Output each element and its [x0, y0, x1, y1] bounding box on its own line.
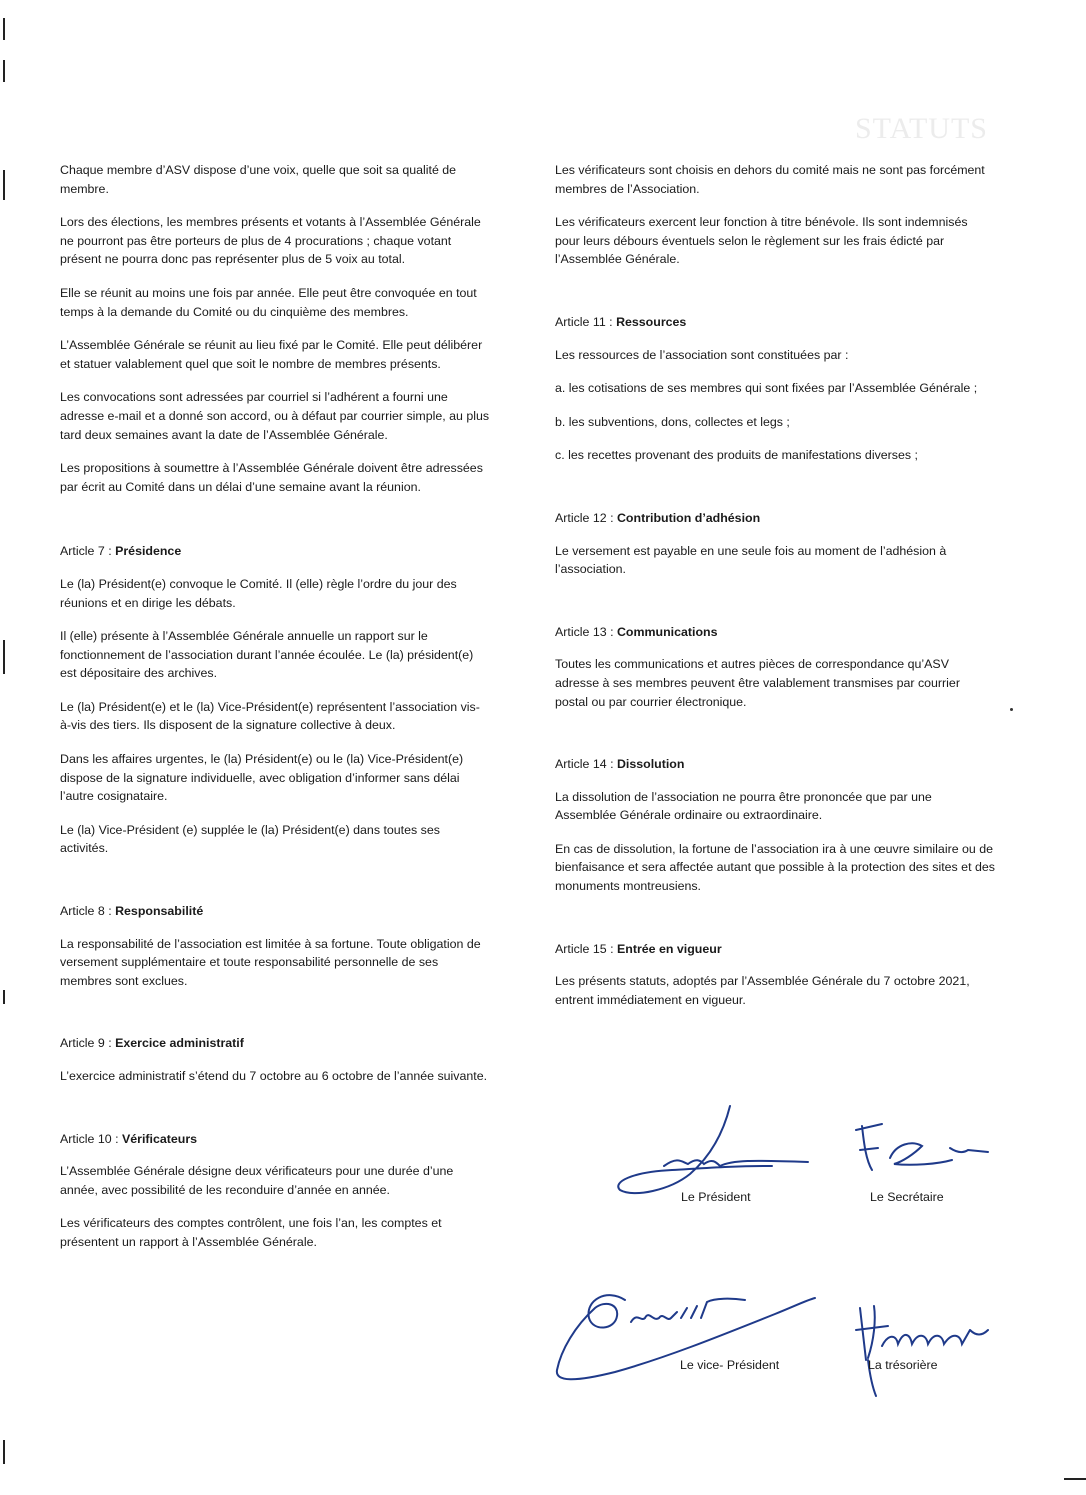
stray-dot	[1010, 708, 1013, 711]
list-item: b. les subventions, dons, collectes et legs ;	[555, 414, 790, 429]
president-signature	[612, 1100, 842, 1200]
paragraph: Le versement est payable en une seule fois au moment de l’adhésion à l’association.	[555, 543, 947, 577]
president-signature-label: Le Président	[681, 1190, 751, 1204]
paragraph: Les convocations sont adressées par courriel si l’adhérent a fourni une adresse e-mail et a donné son accord, ou à défaut par courrier simple, au plus tard deux semaines avant la date de l’Assemblée Générale.	[60, 390, 490, 442]
paragraph: Toutes les communications et autres pièces de correspondance qu’ASV adresse à ses membres peuvent être valablement transmises par courrier postal ou par courrier électronique.	[555, 657, 960, 709]
paragraph: Elle se réunit au moins une fois par année. Elle peut être convoquée en tout temps à la demande du Comité ou du cinquième des membres.	[60, 285, 477, 319]
bleed-through-heading: STATUTS	[855, 112, 988, 145]
article-13-heading: Article 13 : Communications	[555, 624, 718, 639]
paragraph: Le (la) Président(e) et le (la) Vice-Président(e) représentent l’association vis-à-vis des tiers. Ils disposent de la signature collective à deux.	[60, 699, 480, 733]
paragraph: Les propositions à soumettre à l’Assemblée Générale doivent être adressées par écrit au Comité dans un délai d’une semaine avant la réunion.	[60, 461, 483, 494]
paragraph: Les vérificateurs exercent leur fonction à titre bénévole. Ils sont indemnisés pour leurs débours éventuels selon le règlement sur les frais édicté par l’Assemblée Générale.	[555, 215, 968, 267]
paragraph: Le (la) Président(e) convoque le Comité. Il (elle) règle l’ordre du jour des réunions et en dirige les débats.	[60, 576, 457, 610]
paragraph: Lors des élections, les membres présents et votants à l’Assemblée Générale ne pourront pas être porteurs de plus de 4 procurations ; chaque votant présent ne pourra donc pas représenter plus de 5 voix au total.	[60, 215, 481, 267]
paragraph: La responsabilité de l’association est limitée à sa fortune. Toute obligation de versement supplémentaire et toute responsabilité personnelle de ses membres sont exclues.	[60, 936, 481, 988]
paragraph: Le (la) Vice-Président (e) supplée le (la) Président(e) dans toutes ses activités.	[60, 822, 440, 856]
scan-mark	[3, 1440, 5, 1464]
scan-mark	[1064, 1478, 1086, 1480]
list-item: c. les recettes provenant des produits de manifestations diverses ;	[555, 448, 918, 463]
scan-mark	[3, 60, 5, 82]
paragraph: L’Assemblée Générale se réunit au lieu fixé par le Comité. Elle peut délibérer et statuer valablement quel que soit le nombre de membres présents.	[60, 338, 483, 371]
article-14-heading: Article 14 : Dissolution	[555, 757, 685, 772]
paragraph: La dissolution de l’association ne pourra être prononcée que par une Assemblée Générale ordinaire ou extraordinaire.	[555, 789, 932, 823]
article-7-heading: Article 7 : Présidence	[60, 544, 182, 559]
left-column	[60, 161, 490, 1267]
paragraph: Les ressources de l’association sont constituées par :	[555, 347, 849, 362]
scan-mark	[3, 18, 5, 40]
article-11-heading: Article 11 : Ressources	[555, 314, 687, 329]
paragraph: En cas de dissolution, la fortune de l’association ira à une œuvre similaire ou de bienfaisance et sera affectée autant que possible à la protection des sites et des monuments montreusiens.	[555, 841, 995, 894]
article-12-heading: Article 12 : Contribution d’adhésion	[555, 510, 761, 525]
article-8-heading: Article 8 : Responsabilité	[60, 904, 204, 919]
right-column	[555, 161, 995, 1024]
paragraph: Les vérificateurs sont choisis en dehors du comité mais ne sont pas forcément membres de l’Association.	[555, 163, 985, 196]
paragraph: Les vérificateurs des comptes contrôlent, une fois l’an, les comptes et présentent un rapport à l’Assemblée Générale.	[60, 1216, 442, 1249]
vice-president-signature-label: Le vice- Président	[680, 1358, 780, 1372]
scan-mark	[3, 640, 5, 674]
paragraph: Les présents statuts, adoptés par l’Assemblée Générale du 7 octobre 2021, entrent immédiatement en vigueur.	[555, 974, 970, 1007]
treasurer-signature	[848, 1300, 998, 1400]
scan-mark	[3, 990, 5, 1004]
paragraph: Chaque membre d’ASV dispose d’une voix, quelle que soit sa qualité de membre.	[60, 163, 457, 196]
paragraph: Il (elle) présente à l’Assemblée Générale annuelle un rapport sur le fonctionnement de l’association durant l’année écoulée. Le (la) président(e) est dépositaire des archives.	[60, 629, 474, 681]
secretary-signature-label: Le Secrétaire	[870, 1190, 944, 1204]
paragraph: L’exercice administratif s’étend du 7 octobre au 6 octobre de l’année suivante.	[60, 1069, 488, 1083]
paragraph: Dans les affaires urgentes, le (la) Président(e) ou le (la) Vice-Président(e) dispose de la signature individuelle, avec obligation d’informer sans délai l’autre cosignataire.	[60, 752, 464, 804]
list-item: a. les cotisations de ses membres qui sont fixées par l’Assemblée Générale ;	[555, 381, 978, 396]
treasurer-signature-label: La trésorière	[868, 1358, 938, 1372]
article-15-heading: Article 15 : Entrée en vigueur	[555, 941, 722, 956]
article-9-heading: Article 9 : Exercice administratif	[60, 1036, 244, 1051]
secretary-signature	[842, 1118, 992, 1188]
article-10-heading: Article 10 : Vérificateurs	[60, 1131, 198, 1146]
scan-mark	[3, 170, 5, 200]
paragraph: L’Assemblée Générale désigne deux vérificateurs pour une durée d’une année, avec possibilité de les reconduire d’année en année.	[60, 1164, 454, 1197]
